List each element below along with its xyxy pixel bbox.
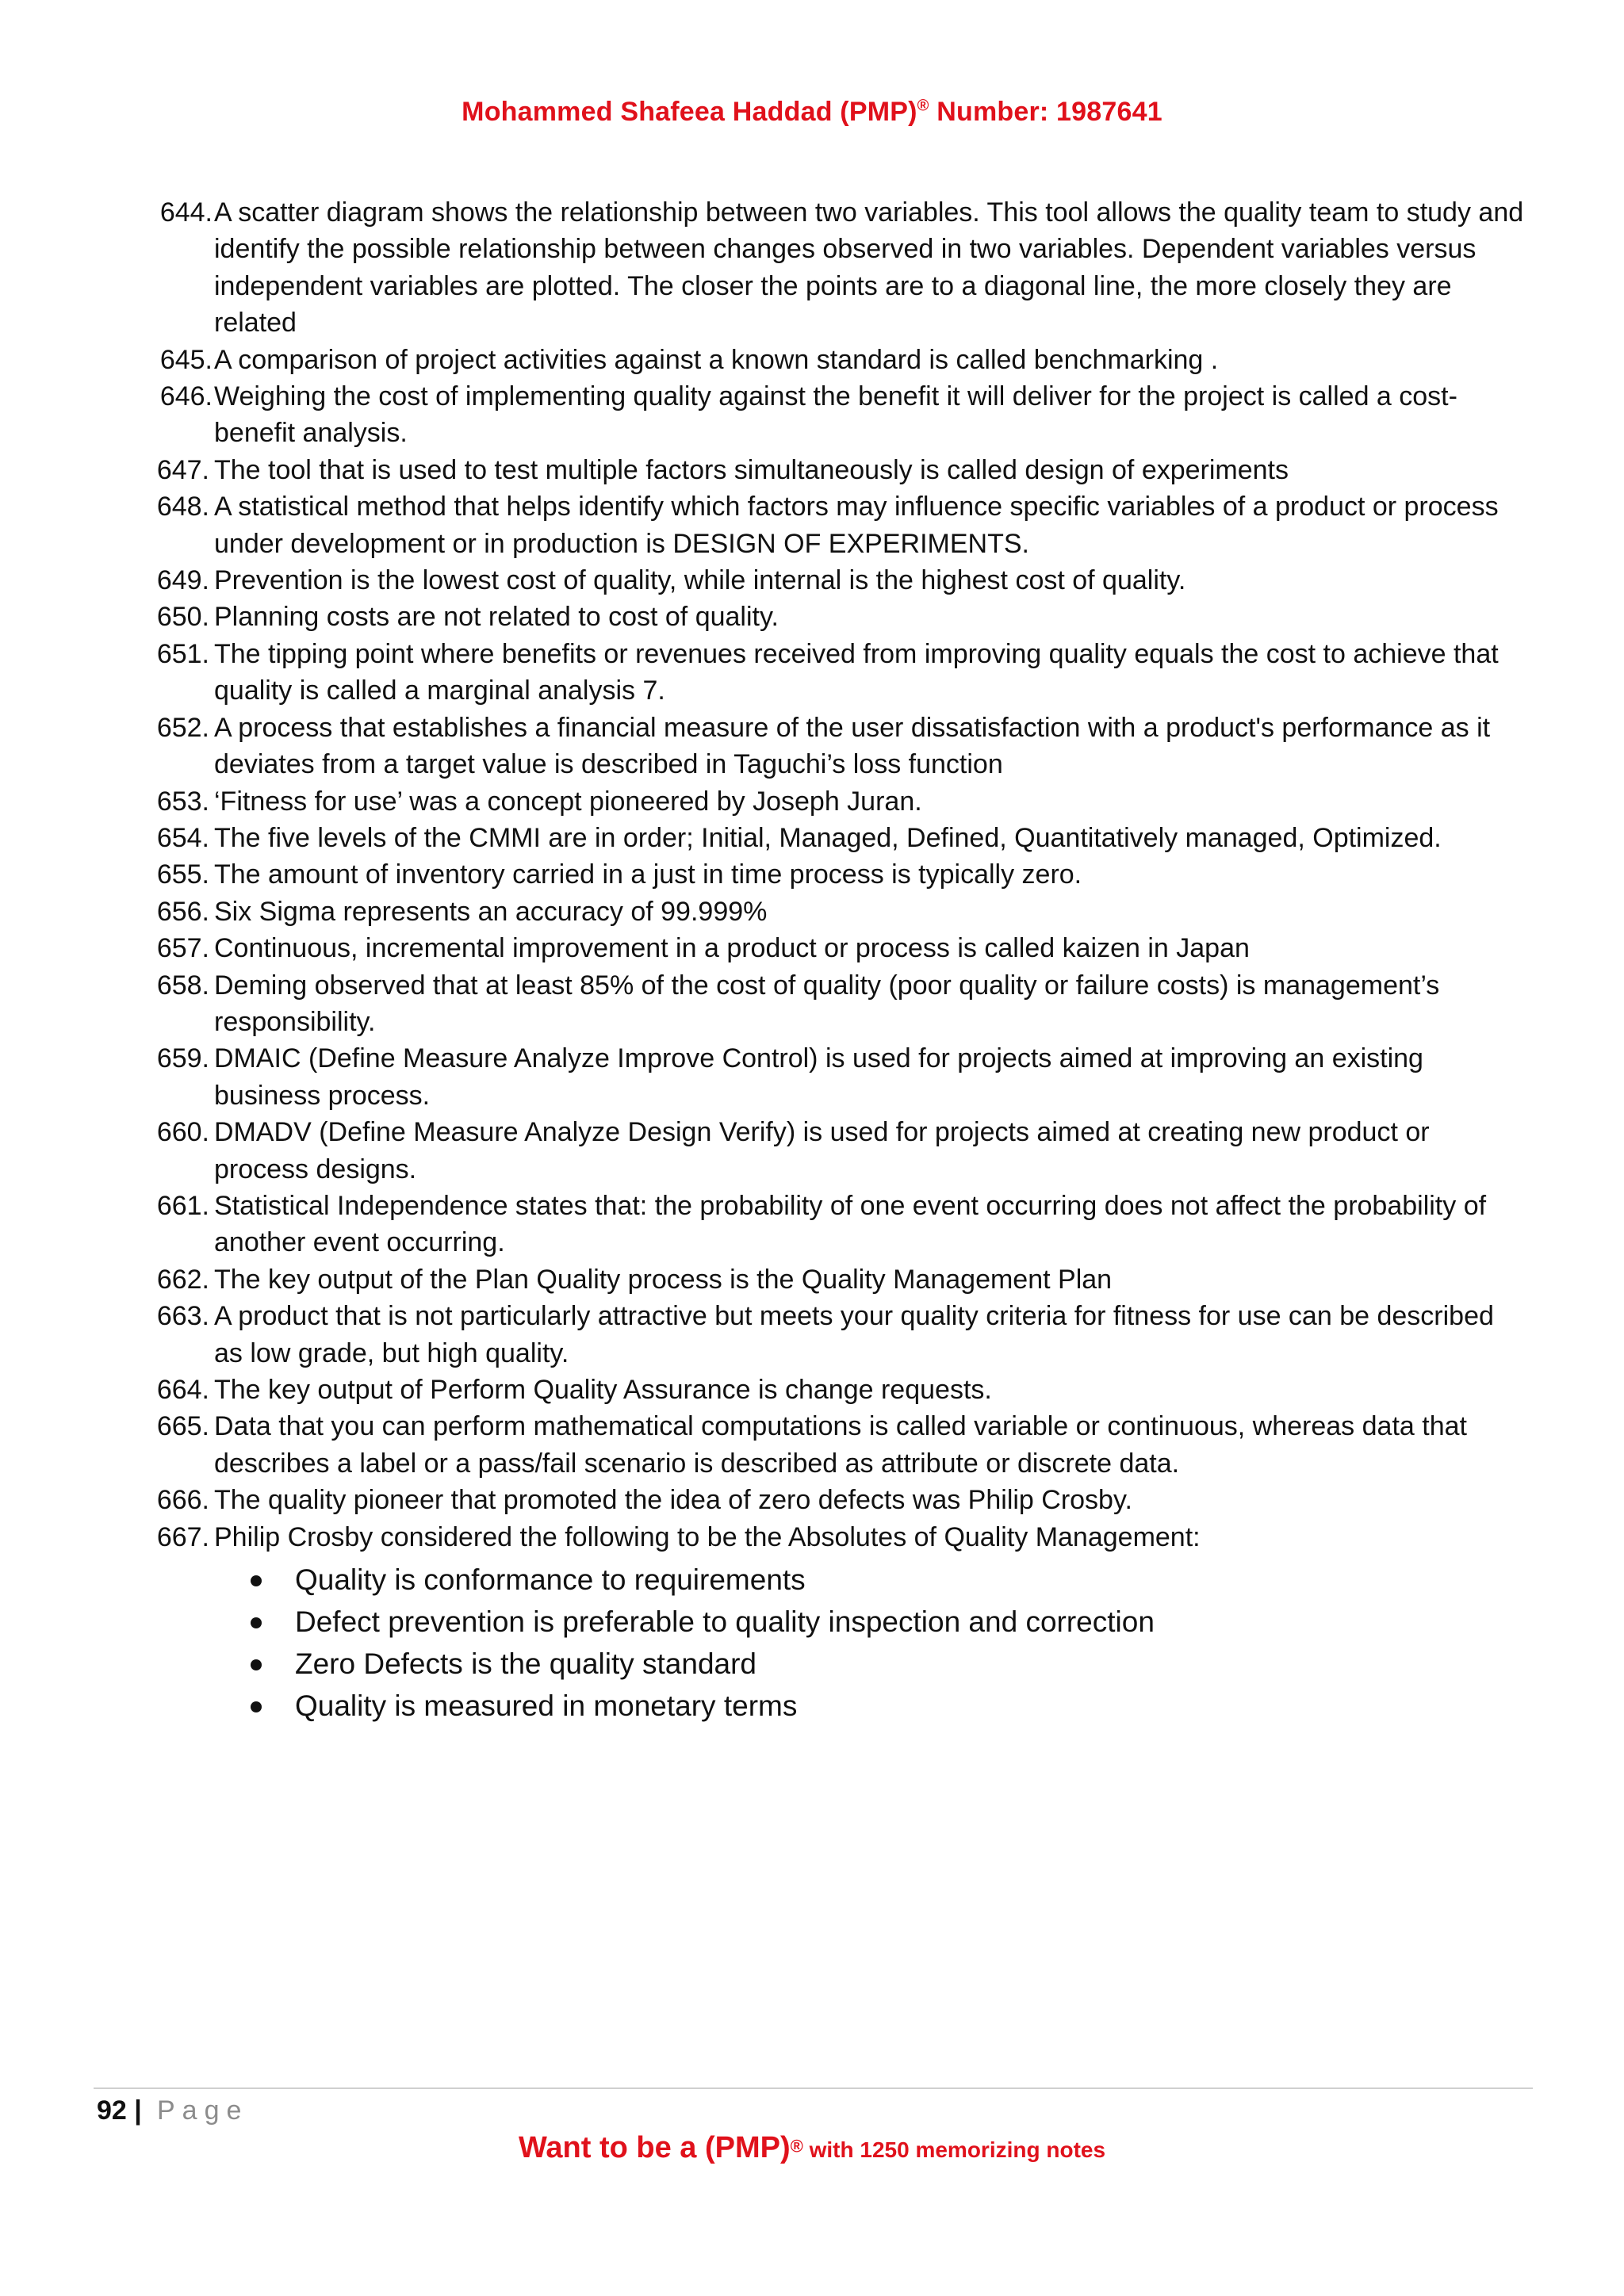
list-item <box>0 1261 1624 1298</box>
item-number: 646. <box>159 381 213 412</box>
list-item <box>0 856 1624 893</box>
page-number-value: 92 <box>97 2095 127 2126</box>
item-number: 648. <box>156 492 209 522</box>
header-registered-mark: ® <box>917 97 929 115</box>
item-number: 661. <box>156 1190 209 1221</box>
item-text: A product that is not particularly attractive but meets your quality criteria for fitness for use can be described as low grade, but high quality. <box>214 1301 1494 1368</box>
bullet-dot-icon <box>251 1575 262 1586</box>
item-text: The key output of Perform Quality Assurance is change requests. <box>214 1375 992 1405</box>
bullet-text: Quality is conformance to requirements <box>295 1563 806 1597</box>
bullet-text: Zero Defects is the quality standard <box>295 1647 757 1681</box>
list-item <box>0 1188 1624 1261</box>
item-number: 653. <box>156 786 209 817</box>
item-number: 651. <box>156 638 209 669</box>
footer-title <box>0 2131 1624 2165</box>
item-text: Deming observed that at least 85% of the cost of quality (poor quality or failure costs) is management’s responsibility. <box>214 970 1440 1037</box>
item-number: 663. <box>156 1301 209 1332</box>
page-header <box>0 97 1624 128</box>
item-text: The tool that is used to test multiple factors simultaneously is called design of experiments <box>214 454 1289 485</box>
item-number: 644. <box>159 197 213 228</box>
item-number: 650. <box>156 602 209 633</box>
item-text: Planning costs are not related to cost of quality. <box>214 602 779 633</box>
page-number <box>97 2095 142 2126</box>
item-number: 655. <box>156 859 209 890</box>
bullet-item <box>0 1601 1624 1643</box>
item-text: DMAIC (Define Measure Analyze Improve Control) is used for projects aimed at improving an existing business process. <box>214 1043 1423 1111</box>
list-item <box>0 894 1624 930</box>
item-number: 658. <box>156 970 209 1001</box>
list-item <box>0 488 1624 562</box>
item-text: A statistical method that helps identify which factors may influence specific variables of a product or process under development or in production is DESIGN OF EXPERIMENTS. <box>214 492 1499 559</box>
item-number: 652. <box>156 712 209 743</box>
footer-registered-mark: ® <box>790 2136 803 2156</box>
bullet-item <box>0 1559 1624 1601</box>
item-text: The amount of inventory carried in a just in time process is typically zero. <box>214 859 1082 890</box>
item-number: 660. <box>156 1117 209 1148</box>
bullet-dot-icon <box>251 1659 262 1670</box>
page-separator: | <box>134 2095 142 2126</box>
page-label: Page <box>157 2095 249 2126</box>
item-text: The tipping point where benefits or revenues received from improving quality equals the cost to achieve that quality is called a marginal analysis 7. <box>214 638 1499 706</box>
item-text: The key output of the Plan Quality process is the Quality Management Plan <box>214 1264 1113 1295</box>
item-text: Philip Crosby considered the following to be the Absolutes of Quality Management: <box>214 1521 1201 1552</box>
list-item <box>0 194 1624 342</box>
absolutes-bullet-list <box>0 1559 1624 1727</box>
footer-title-sub: with 1250 memorizing notes <box>802 2137 1106 2162</box>
bullet-dot-icon <box>251 1617 262 1628</box>
list-item <box>0 1298 1624 1372</box>
bullet-item <box>0 1643 1624 1685</box>
item-text: Prevention is the lowest cost of quality, while internal is the highest cost of quality. <box>214 565 1186 596</box>
list-item <box>0 1408 1624 1482</box>
header-title: Mohammed Shafeea Haddad (PMP) <box>462 97 917 127</box>
item-text: A process that establishes a financial measure of the user dissatisfaction with a product's performance as it deviates from a target value is described in Taguchi’s loss function <box>214 712 1491 780</box>
item-text: DMADV (Define Measure Analyze Design Verify) is used for projects aimed at creating new product or process designs. <box>214 1117 1430 1184</box>
list-item <box>0 452 1624 488</box>
item-text: Weighing the cost of implementing quality against the benefit it will deliver for the project is called a cost-benefit analysis. <box>214 381 1457 449</box>
item-number: 647. <box>156 454 209 485</box>
numbered-notes-list <box>0 194 1624 1727</box>
list-item <box>0 1114 1624 1188</box>
item-number: 657. <box>156 933 209 964</box>
item-number: 654. <box>156 822 209 853</box>
list-item <box>0 820 1624 856</box>
item-text: Six Sigma represents an accuracy of 99.999% <box>214 896 768 927</box>
item-text: The quality pioneer that promoted the idea of zero defects was Philip Crosby. <box>214 1485 1132 1516</box>
list-item <box>0 710 1624 783</box>
item-number: 659. <box>156 1043 209 1074</box>
list-item <box>0 1372 1624 1408</box>
bullet-dot-icon <box>251 1701 262 1712</box>
item-number: 667. <box>156 1521 209 1552</box>
item-text: A comparison of project activities against a known standard is called benchmarking . <box>214 344 1219 375</box>
list-item <box>0 1519 1624 1556</box>
list-item <box>0 930 1624 966</box>
item-number: 656. <box>156 896 209 927</box>
item-text: Continuous, incremental improvement in a product or process is called kaizen in Japan <box>214 933 1250 964</box>
list-item <box>0 378 1624 452</box>
list-item <box>0 783 1624 820</box>
list-item <box>0 1040 1624 1114</box>
item-text: The five levels of the CMMI are in order; Initial, Managed, Defined, Quantitatively managed, Optimized. <box>214 822 1442 853</box>
item-text: A scatter diagram shows the relationship between two variables. This tool allows the quality team to study and identify the possible relationship between changes observed in two variables. Dependent variables versus independent variables are plotted. The closer the points are to a diagonal line, the more closely they are related <box>214 197 1524 339</box>
bullet-text: Quality is measured in monetary terms <box>295 1689 798 1723</box>
item-text: Data that you can perform mathematical computations is called variable or continuous, whereas data that describes a label or a pass/fail scenario is described as attribute or discrete data. <box>214 1411 1467 1479</box>
bullet-item <box>0 1685 1624 1727</box>
item-number: 664. <box>156 1375 209 1405</box>
list-item <box>0 636 1624 710</box>
item-number: 645. <box>159 344 213 375</box>
list-item <box>0 967 1624 1041</box>
item-number: 666. <box>156 1485 209 1516</box>
item-number: 649. <box>156 565 209 596</box>
footer-title-main: Want to be a (PMP) <box>518 2131 791 2164</box>
list-item <box>0 599 1624 635</box>
list-item <box>0 562 1624 599</box>
item-text: ‘Fitness for use’ was a concept pioneered by Joseph Juran. <box>214 786 922 817</box>
list-item <box>0 1482 1624 1518</box>
item-number: 662. <box>156 1264 209 1295</box>
list-item <box>0 342 1624 378</box>
item-number: 665. <box>156 1411 209 1442</box>
footer-divider <box>94 2087 1533 2089</box>
header-number: Number: 1987641 <box>929 97 1162 127</box>
item-text: Statistical Independence states that: the probability of one event occurring does not affect the probability of another event occurring. <box>214 1190 1487 1258</box>
bullet-text: Defect prevention is preferable to quality inspection and correction <box>295 1605 1155 1639</box>
